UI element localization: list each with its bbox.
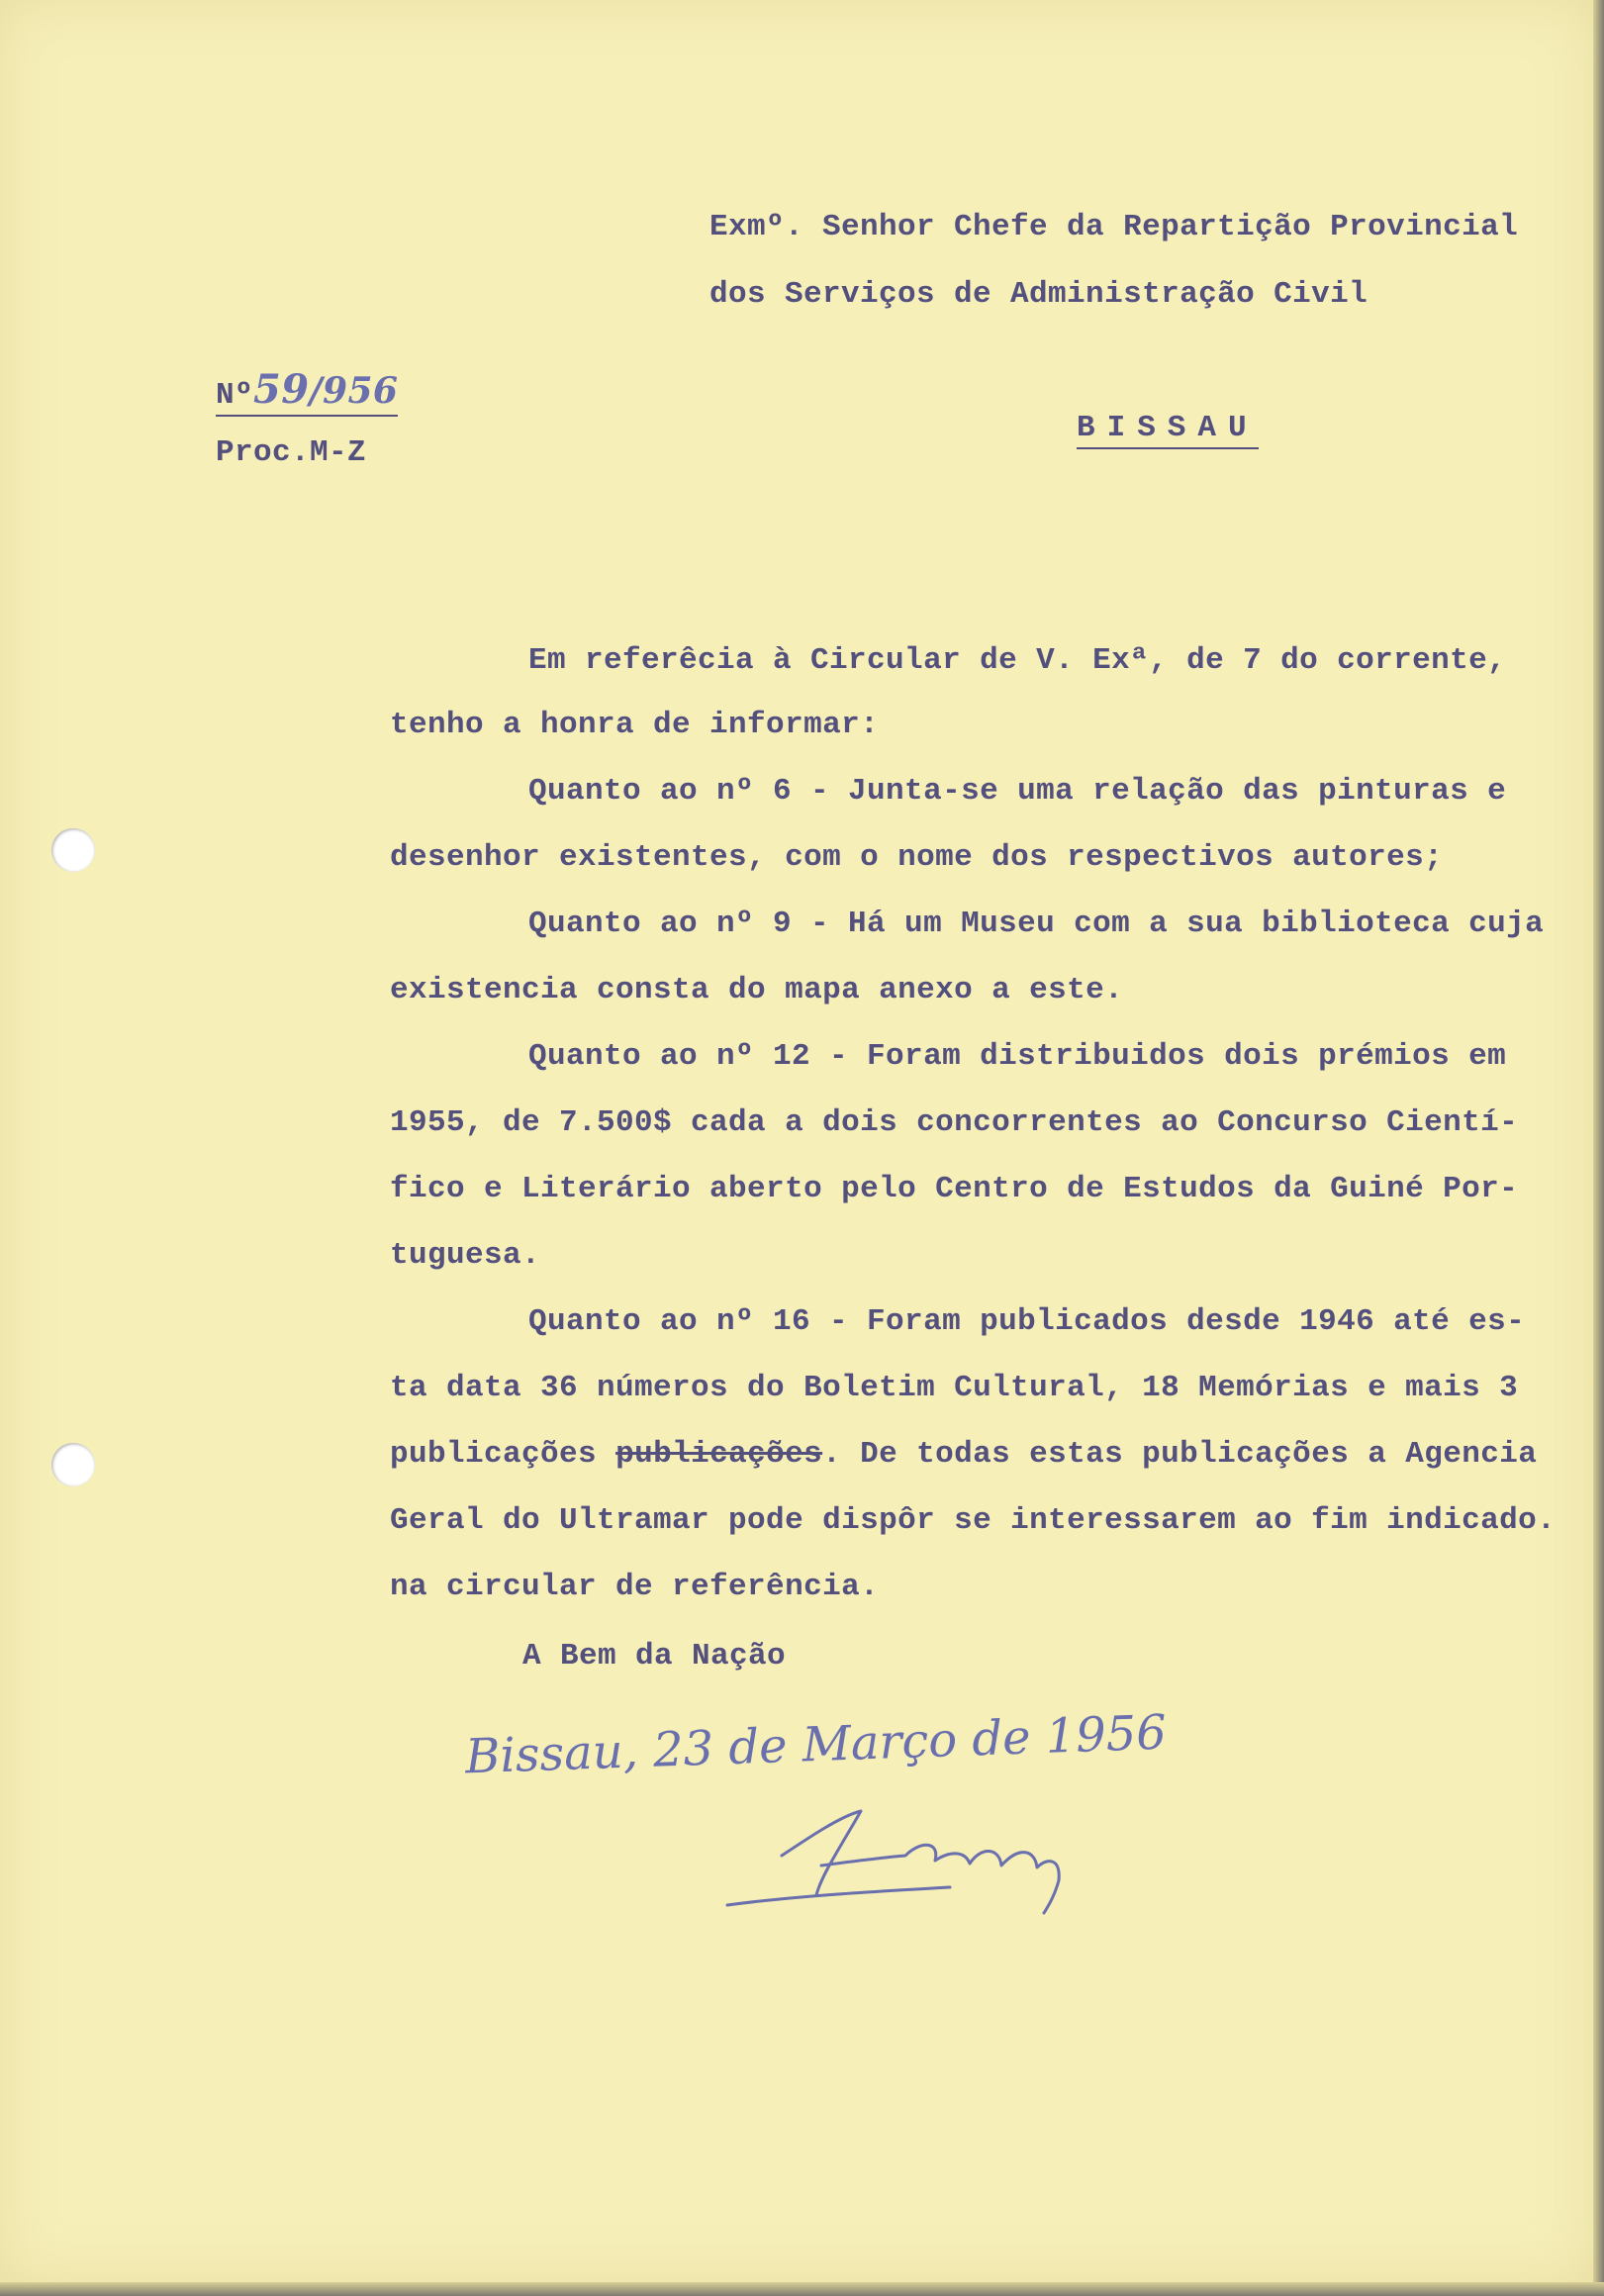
- punch-hole: [51, 1443, 95, 1486]
- page-edge-right: [1593, 0, 1604, 2296]
- reference-number-handwritten: 59: [253, 366, 310, 413]
- body-line: existencia consta do mapa anexo a este.: [390, 973, 1124, 1007]
- addressee-line-2: dos Serviços de Administração Civil: [709, 277, 1368, 312]
- body-line: Em referêcia à Circular de V. Exª, de 7 do corrente,: [528, 643, 1507, 678]
- body-line: tuguesa.: [390, 1238, 541, 1273]
- struck-word: publicações: [615, 1437, 823, 1472]
- body-line: Quanto ao nº 6 - Junta-se uma relação das pinturas e: [528, 774, 1507, 809]
- signature: [722, 1796, 1118, 1925]
- body-line-segment: publicações: [390, 1437, 598, 1472]
- body-line: Quanto ao nº 16 - Foram publicados desde 1946 até es-: [528, 1304, 1526, 1339]
- body-line: ta data 36 números do Boletim Cultural, 18 Memórias e mais 3: [390, 1371, 1519, 1405]
- reference-number: [216, 366, 398, 417]
- body-line: [390, 1437, 1537, 1472]
- body-line: Quanto ao nº 12 - Foram distribuidos dois prémios em: [528, 1039, 1507, 1074]
- page-edge-bottom: [0, 2282, 1604, 2296]
- body-line: na circular de referência.: [390, 1570, 880, 1604]
- body-line: Geral do Ultramar pode dispôr se interessarem ao fim indicado.: [390, 1503, 1557, 1538]
- body-line-segment: . De todas estas publicações a Agencia: [822, 1437, 1538, 1472]
- body-line: desenhor existentes, com o nome dos respectivos autores;: [390, 840, 1444, 875]
- process-reference: Proc.M-Z: [216, 435, 367, 470]
- body-line: tenho a honra de informar:: [390, 708, 880, 742]
- reference-number-prefix: Nº: [216, 378, 254, 413]
- body-line: fico e Literário aberto pelo Centro de Estudos da Guiné Por-: [390, 1172, 1519, 1206]
- body-line: Quanto ao nº 9 - Há um Museu com a sua biblioteca cuja: [528, 907, 1545, 941]
- addressee-line-1: Exmº. Senhor Chefe da Repartição Provincial: [709, 210, 1519, 244]
- destination-city: BISSAU: [1077, 411, 1259, 449]
- body-line: 1955, de 7.500$ cada a dois concorrentes ao Concurso Cientí-: [390, 1105, 1519, 1140]
- closing-salutation: A Bem da Nação: [522, 1639, 787, 1674]
- handwritten-date: Bissau, 23 de Março de 1956: [464, 1704, 1168, 1785]
- reference-number-year: /956: [309, 370, 399, 412]
- punch-hole: [51, 828, 95, 872]
